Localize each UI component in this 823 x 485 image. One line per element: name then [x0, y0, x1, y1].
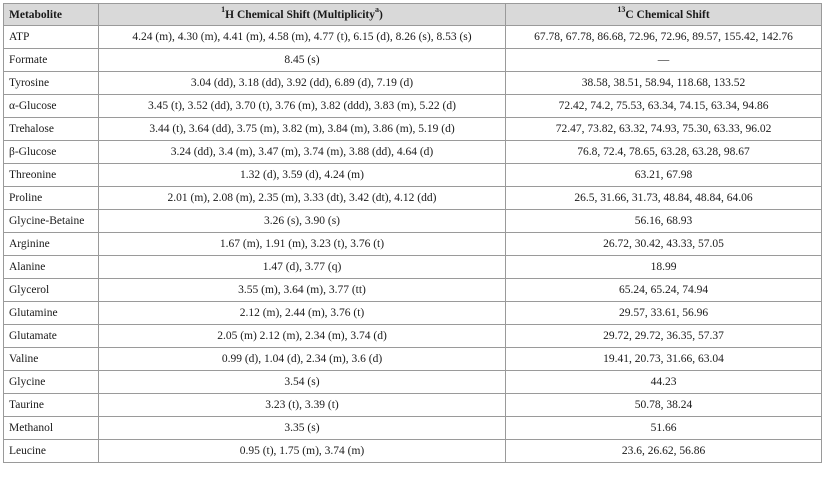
metabolite-cell: Valine — [4, 348, 99, 371]
header-metabolite: Metabolite — [4, 4, 99, 26]
c13-header-label: C Chemical Shift — [625, 8, 710, 21]
c13-shift-cell: 50.78, 38.24 — [506, 394, 822, 417]
metabolite-cell: Methanol — [4, 417, 99, 440]
h1-shift-cell: 3.04 (dd), 3.18 (dd), 3.92 (dd), 6.89 (d), 7.19 (d) — [99, 72, 506, 95]
h1-shift-cell: 0.99 (d), 1.04 (d), 2.34 (m), 3.6 (d) — [99, 348, 506, 371]
c13-superscript: 13 — [617, 4, 626, 14]
metabolite-cell: Proline — [4, 187, 99, 210]
metabolite-cell: Alanine — [4, 256, 99, 279]
c13-shift-cell: 44.23 — [506, 371, 822, 394]
h1-shift-cell: 1.47 (d), 3.77 (q) — [99, 256, 506, 279]
metabolite-cell: Threonine — [4, 164, 99, 187]
c13-shift-cell: 29.57, 33.61, 56.96 — [506, 302, 822, 325]
table-row — [4, 417, 822, 440]
h1-superscript: 1 — [221, 4, 226, 14]
c13-shift-cell: 67.78, 67.78, 86.68, 72.96, 72.96, 89.57, 155.42, 142.76 — [506, 26, 822, 49]
table-row — [4, 233, 822, 256]
h1-shift-cell: 8.45 (s) — [99, 49, 506, 72]
h1-shift-cell: 1.67 (m), 1.91 (m), 3.23 (t), 3.76 (t) — [99, 233, 506, 256]
c13-shift-cell: 26.5, 31.66, 31.73, 48.84, 48.84, 64.06 — [506, 187, 822, 210]
h1-shift-cell: 2.05 (m) 2.12 (m), 2.34 (m), 3.74 (d) — [99, 325, 506, 348]
h1-header-label: H Chemical Shift (Multiplicity — [225, 8, 375, 21]
metabolite-cell: Arginine — [4, 233, 99, 256]
metabolite-cell: Taurine — [4, 394, 99, 417]
c13-shift-cell: 65.24, 65.24, 74.94 — [506, 279, 822, 302]
h1-shift-cell: 3.24 (dd), 3.4 (m), 3.47 (m), 3.74 (m), 3.88 (dd), 4.64 (d) — [99, 141, 506, 164]
h1-shift-cell: 3.45 (t), 3.52 (dd), 3.70 (t), 3.76 (m), 3.82 (ddd), 3.83 (m), 5.22 (d) — [99, 95, 506, 118]
h1-shift-cell: 1.32 (d), 3.59 (d), 4.24 (m) — [99, 164, 506, 187]
h1-shift-cell: 2.01 (m), 2.08 (m), 2.35 (m), 3.33 (dt), 3.42 (dt), 4.12 (dd) — [99, 187, 506, 210]
h1-header-close: ) — [378, 8, 383, 21]
table-row — [4, 394, 822, 417]
table-row — [4, 256, 822, 279]
footnote-a-marker: a — [374, 4, 379, 14]
metabolite-cell: Glycine — [4, 371, 99, 394]
h1-shift-cell: 3.35 (s) — [99, 417, 506, 440]
c13-shift-cell: 51.66 — [506, 417, 822, 440]
c13-shift-cell: 72.47, 73.82, 63.32, 74.93, 75.30, 63.33, 96.02 — [506, 118, 822, 141]
table-row — [4, 187, 822, 210]
table-row — [4, 440, 822, 463]
c13-shift-cell: 26.72, 30.42, 43.33, 57.05 — [506, 233, 822, 256]
table-row — [4, 49, 822, 72]
table-row — [4, 348, 822, 371]
h1-shift-cell: 3.54 (s) — [99, 371, 506, 394]
c13-shift-cell: 76.8, 72.4, 78.65, 63.28, 63.28, 98.67 — [506, 141, 822, 164]
h1-shift-cell: 3.44 (t), 3.64 (dd), 3.75 (m), 3.82 (m), 3.84 (m), 3.86 (m), 5.19 (d) — [99, 118, 506, 141]
metabolite-cell: α-Glucose — [4, 95, 99, 118]
metabolite-cell: Formate — [4, 49, 99, 72]
h1-shift-cell: 3.23 (t), 3.39 (t) — [99, 394, 506, 417]
c13-shift-cell: 38.58, 38.51, 58.94, 118.68, 133.52 — [506, 72, 822, 95]
h1-shift-cell: 0.95 (t), 1.75 (m), 3.74 (m) — [99, 440, 506, 463]
c13-shift-cell: 56.16, 68.93 — [506, 210, 822, 233]
table-row — [4, 371, 822, 394]
c13-shift-cell: 18.99 — [506, 256, 822, 279]
header-c13-shift — [506, 4, 822, 26]
chemical-shift-table — [3, 3, 822, 463]
c13-shift-cell: 23.6, 26.62, 56.86 — [506, 440, 822, 463]
metabolite-cell: Trehalose — [4, 118, 99, 141]
table-row — [4, 26, 822, 49]
metabolite-cell: Tyrosine — [4, 72, 99, 95]
metabolite-cell: Glutamine — [4, 302, 99, 325]
c13-shift-cell: — — [506, 49, 822, 72]
metabolite-cell: Leucine — [4, 440, 99, 463]
header-h1-shift — [99, 4, 506, 26]
table-header — [4, 4, 822, 26]
table-row — [4, 279, 822, 302]
table-row — [4, 210, 822, 233]
h1-shift-cell: 4.24 (m), 4.30 (m), 4.41 (m), 4.58 (m), 4.77 (t), 6.15 (d), 8.26 (s), 8.53 (s) — [99, 26, 506, 49]
table-row — [4, 141, 822, 164]
table-row — [4, 72, 822, 95]
c13-shift-cell: 63.21, 67.98 — [506, 164, 822, 187]
h1-shift-cell: 3.55 (m), 3.64 (m), 3.77 (tt) — [99, 279, 506, 302]
c13-shift-cell: 19.41, 20.73, 31.66, 63.04 — [506, 348, 822, 371]
table-row — [4, 95, 822, 118]
h1-shift-cell: 3.26 (s), 3.90 (s) — [99, 210, 506, 233]
metabolite-cell: β-Glucose — [4, 141, 99, 164]
table-row — [4, 325, 822, 348]
table-row — [4, 164, 822, 187]
metabolite-cell: Glycerol — [4, 279, 99, 302]
table-row — [4, 302, 822, 325]
table-row — [4, 118, 822, 141]
table-body — [4, 26, 822, 463]
metabolite-cell: Glycine-Betaine — [4, 210, 99, 233]
metabolite-cell: ATP — [4, 26, 99, 49]
metabolite-cell: Glutamate — [4, 325, 99, 348]
h1-shift-cell: 2.12 (m), 2.44 (m), 3.76 (t) — [99, 302, 506, 325]
c13-shift-cell: 29.72, 29.72, 36.35, 57.37 — [506, 325, 822, 348]
c13-shift-cell: 72.42, 74.2, 75.53, 63.34, 74.15, 63.34, 94.86 — [506, 95, 822, 118]
header-row — [4, 4, 822, 26]
